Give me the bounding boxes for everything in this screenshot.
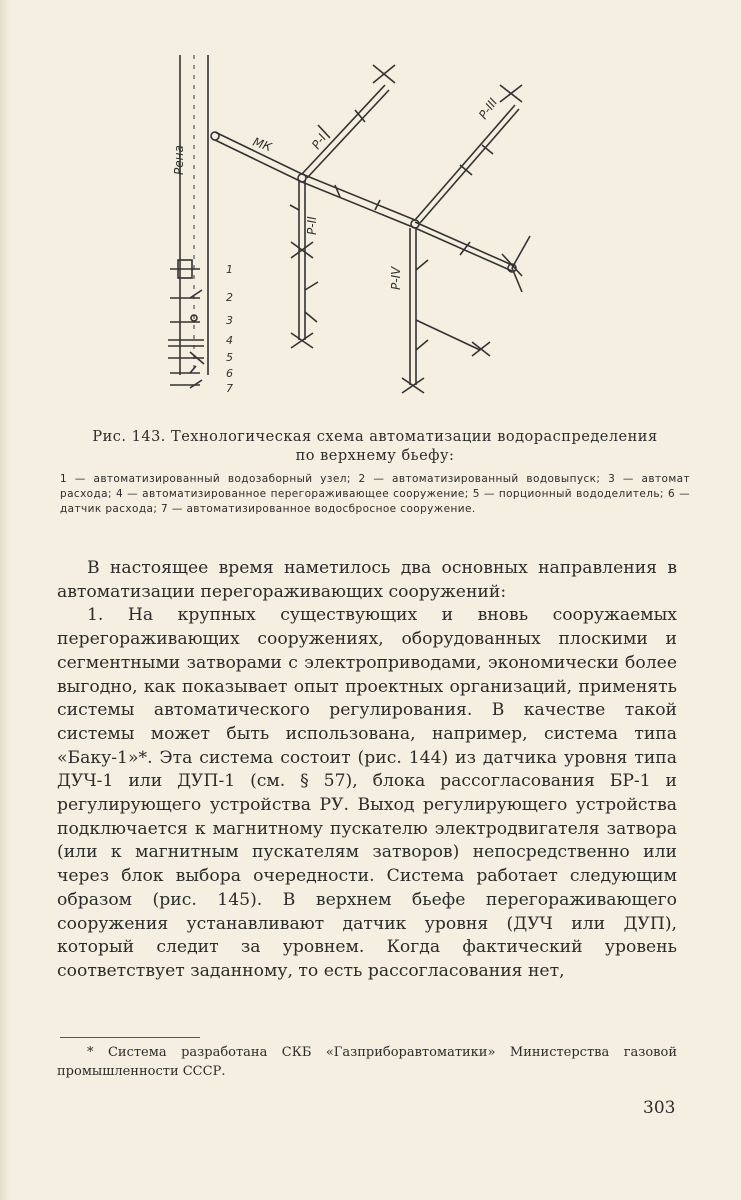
footnote-text: * Система разработана СКБ «Газприборавтоматики» Министерства газовой промышленности СССР. <box>57 1045 677 1079</box>
scheme-diagram <box>160 50 560 410</box>
page-number: 303 <box>643 1098 676 1118</box>
body-text <box>57 557 677 984</box>
page-edge <box>0 0 10 1200</box>
footnote <box>57 1043 677 1081</box>
legend-number-2: 2 <box>226 291 233 304</box>
legend-number-1: 1 <box>226 263 233 276</box>
caption-line-1: Рис. 143. Технологическая схема автоматизации водораспределения <box>92 429 658 445</box>
caption-line-2: по верхнему бьефу: <box>295 448 455 464</box>
paragraph-2: 1. На крупных существующих и вновь сооружаемых перегораживающих сооружениях, оборудованных плоскими и сегментными затворами с электроприводами, экономически более выгодно, как показывает опыт проектных организаций, применять системы автоматического регулирования. В качестве такой системы может быть использована, например, система типа «Баку-1»*. Эта система состоит (рис. 144) из датчика уровня типа ДУЧ-1 или ДУП-1 (см. § 57), блока рассогласования БР-1 и регулирующего устройства РУ. Выход регулирующего устройства подключается к магнитному пускателю электродвигателя затвора (или к магнитным пускателям затворов) непосредственно или через блок выбора очередности. Система работает следующим образом (рис. 145). В верхнем бьефе перегораживающего сооружения устанавливают датчик уровня (ДУЧ или ДУП), который следит за уровнем. Когда фактический уровень соответствует заданному, то есть рассогласования нет, <box>57 605 677 981</box>
label-r1: Р-I <box>308 131 330 152</box>
legend-number-4: 4 <box>226 334 233 347</box>
label-main-canal: МК <box>250 134 274 155</box>
label-river: Рена <box>172 145 186 175</box>
label-r2: Р-II <box>305 216 319 235</box>
figure-legend: 1 — автоматизированный водозаборный узел; 2 — автоматизированный водовыпуск; 3 — автомат расхода; 4 — автоматизированное перегораживающее сооружение; 5 — порционный вододелитель; 6 — датчик расхода; 7 — автоматизированное водосбросное сооружение. <box>60 473 690 515</box>
label-r3: Р-III <box>475 95 501 122</box>
legend-number-7: 7 <box>226 382 233 395</box>
irrigation-scheme-figure <box>160 50 560 410</box>
paragraph-1: В настоящее время наметилось два основных направления в автоматизации перегораживающих сооружений: <box>57 558 677 602</box>
legend-number-6: 6 <box>226 367 233 380</box>
footnote-rule <box>60 1037 200 1038</box>
figure-caption <box>60 428 690 466</box>
label-r4: Р-IV <box>389 266 403 290</box>
legend-number-3: 3 <box>226 314 233 327</box>
legend-number-5: 5 <box>226 351 233 364</box>
